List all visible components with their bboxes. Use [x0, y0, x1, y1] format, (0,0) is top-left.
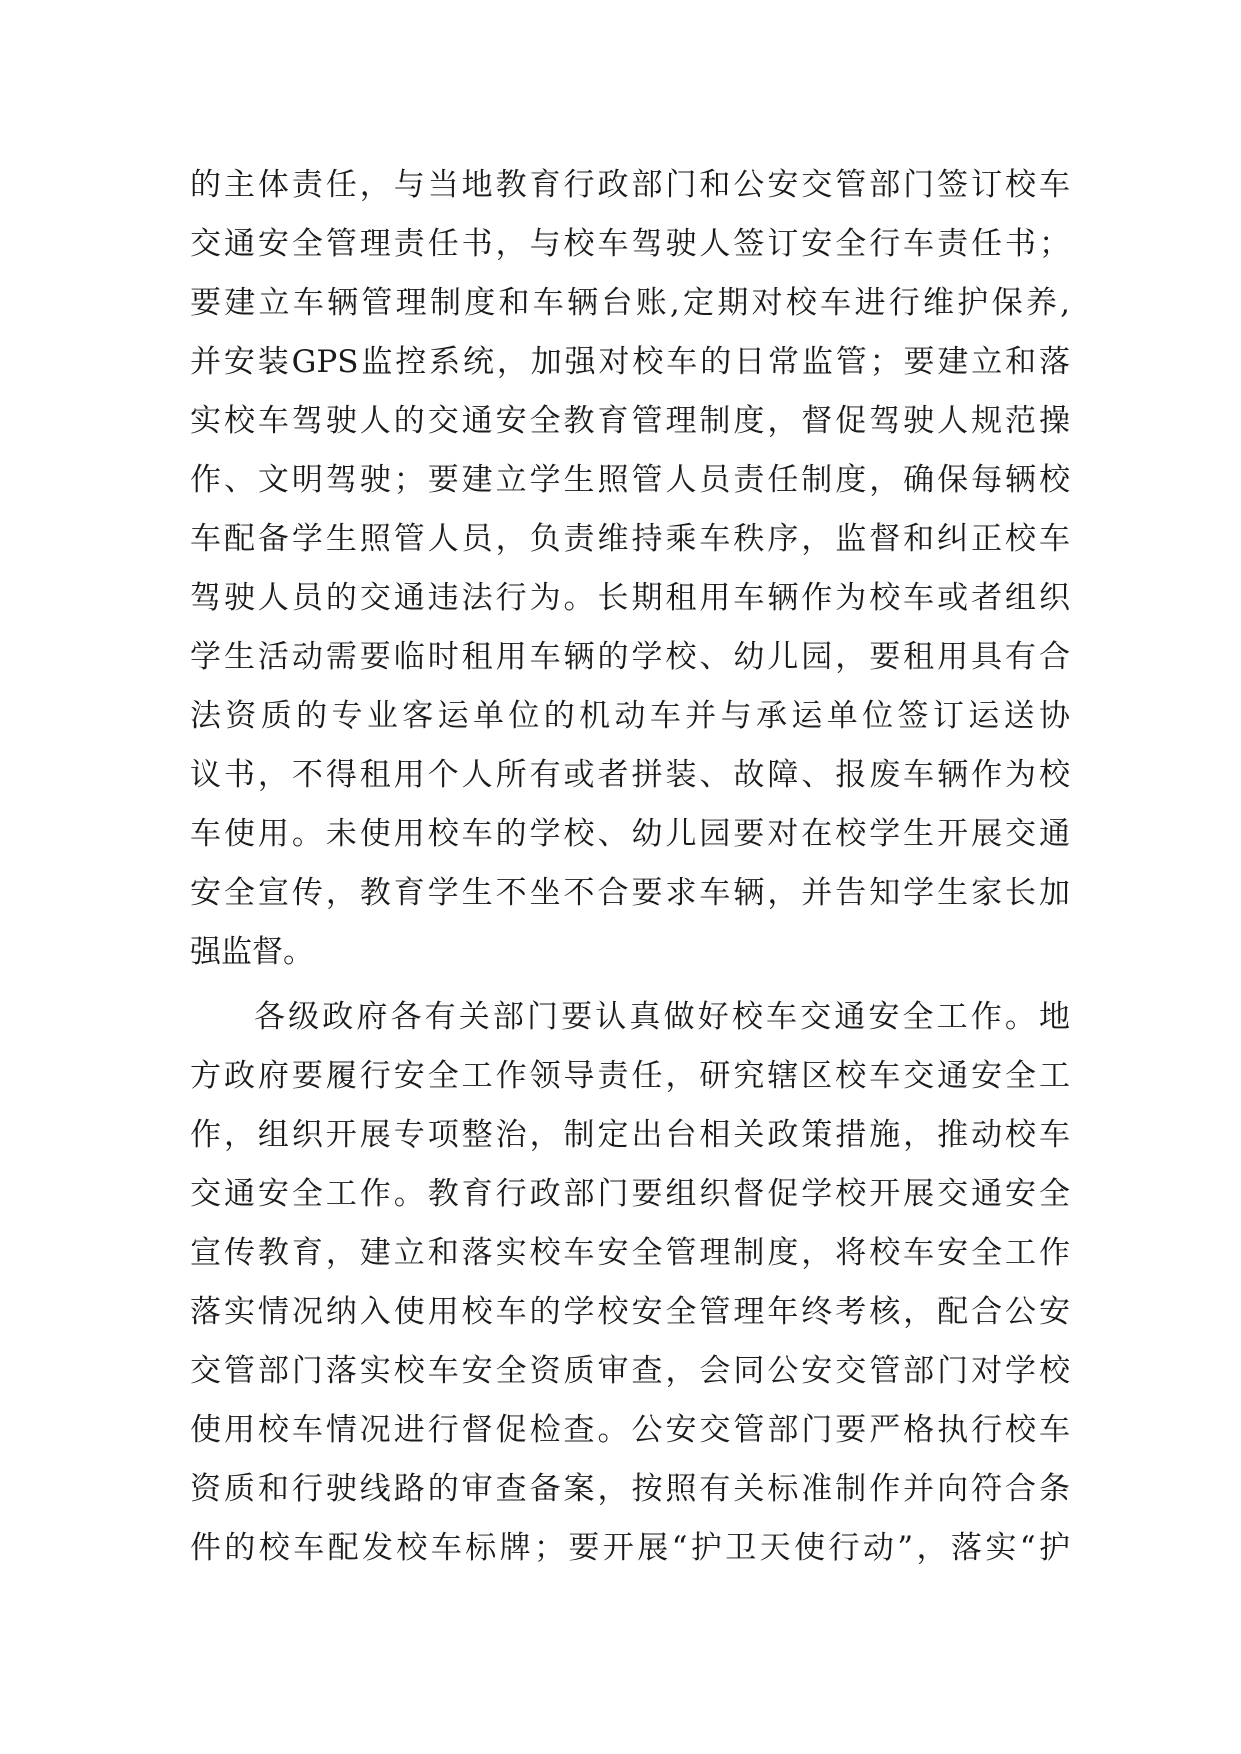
text-line: 车使用。未使用校车的学校、幼儿园要对在校学生开展交通	[190, 816, 1070, 852]
text-line: 交管部门落实校车安全资质审查，会同公安交管部门对学校	[190, 1353, 1070, 1389]
text-line: 强监督。	[190, 934, 314, 970]
text-line: 并安装GPS监控系统，加强对校车的日常监管；要建立和落	[190, 344, 1070, 380]
text-line: 车配备学生照管人员，负责维持乘车秩序，监督和纠正校车	[190, 521, 1070, 557]
text-line: 学生活动需要临时租用车辆的学校、幼儿园，要租用具有合	[190, 639, 1070, 675]
text-line: 法资质的专业客运单位的机动车并与承运单位签订运送协	[190, 698, 1070, 734]
text-line: 实校车驾驶人的交通安全教育管理制度，督促驾驶人规范操	[190, 403, 1070, 439]
text-line: 作，组织开展专项整治，制定出台相关政策措施，推动校车	[190, 1117, 1070, 1153]
body-text	[190, 156, 1070, 1578]
text-line: 交通安全工作。教育行政部门要组织督促学校开展交通安全	[190, 1176, 1070, 1212]
text-line: 作、文明驾驶；要建立学生照管人员责任制度，确保每辆校	[190, 462, 1070, 498]
text-line: 方政府要履行安全工作领导责任，研究辖区校车交通安全工	[190, 1058, 1070, 1094]
text-line: 资质和行驶线路的审查备案，按照有关标准制作并向符合条	[190, 1471, 1070, 1507]
paragraph-1	[190, 156, 1070, 982]
text-line: 宣传教育，建立和落实校车安全管理制度，将校车安全工作	[190, 1235, 1070, 1271]
text-line: 落实情况纳入使用校车的学校安全管理年终考核，配合公安	[190, 1294, 1070, 1330]
text-line: 交通安全管理责任书，与校车驾驶人签订安全行车责任书；	[190, 226, 1070, 262]
text-line: 要建立车辆管理制度和车辆台账,定期对校车进行维护保养,	[190, 285, 1070, 321]
text-line: 的主体责任，与当地教育行政部门和公安交管部门签订校车	[190, 167, 1070, 203]
text-line: 安全宣传，教育学生不坐不合要求车辆，并告知学生家长加	[190, 875, 1070, 911]
text-line: 议书，不得租用个人所有或者拼装、故障、报废车辆作为校	[190, 757, 1070, 793]
text-line: 件的校车配发校车标牌；要开展“护卫天使行动”，落实“护	[190, 1530, 1070, 1566]
text-line: 驾驶人员的交通违法行为。长期租用车辆作为校车或者组织	[190, 580, 1070, 616]
text-line: 各级政府各有关部门要认真做好校车交通安全工作。地	[254, 999, 1070, 1035]
text-line: 使用校车情况进行督促检查。公安交管部门要严格执行校车	[190, 1412, 1070, 1448]
paragraph-2	[190, 988, 1070, 1578]
